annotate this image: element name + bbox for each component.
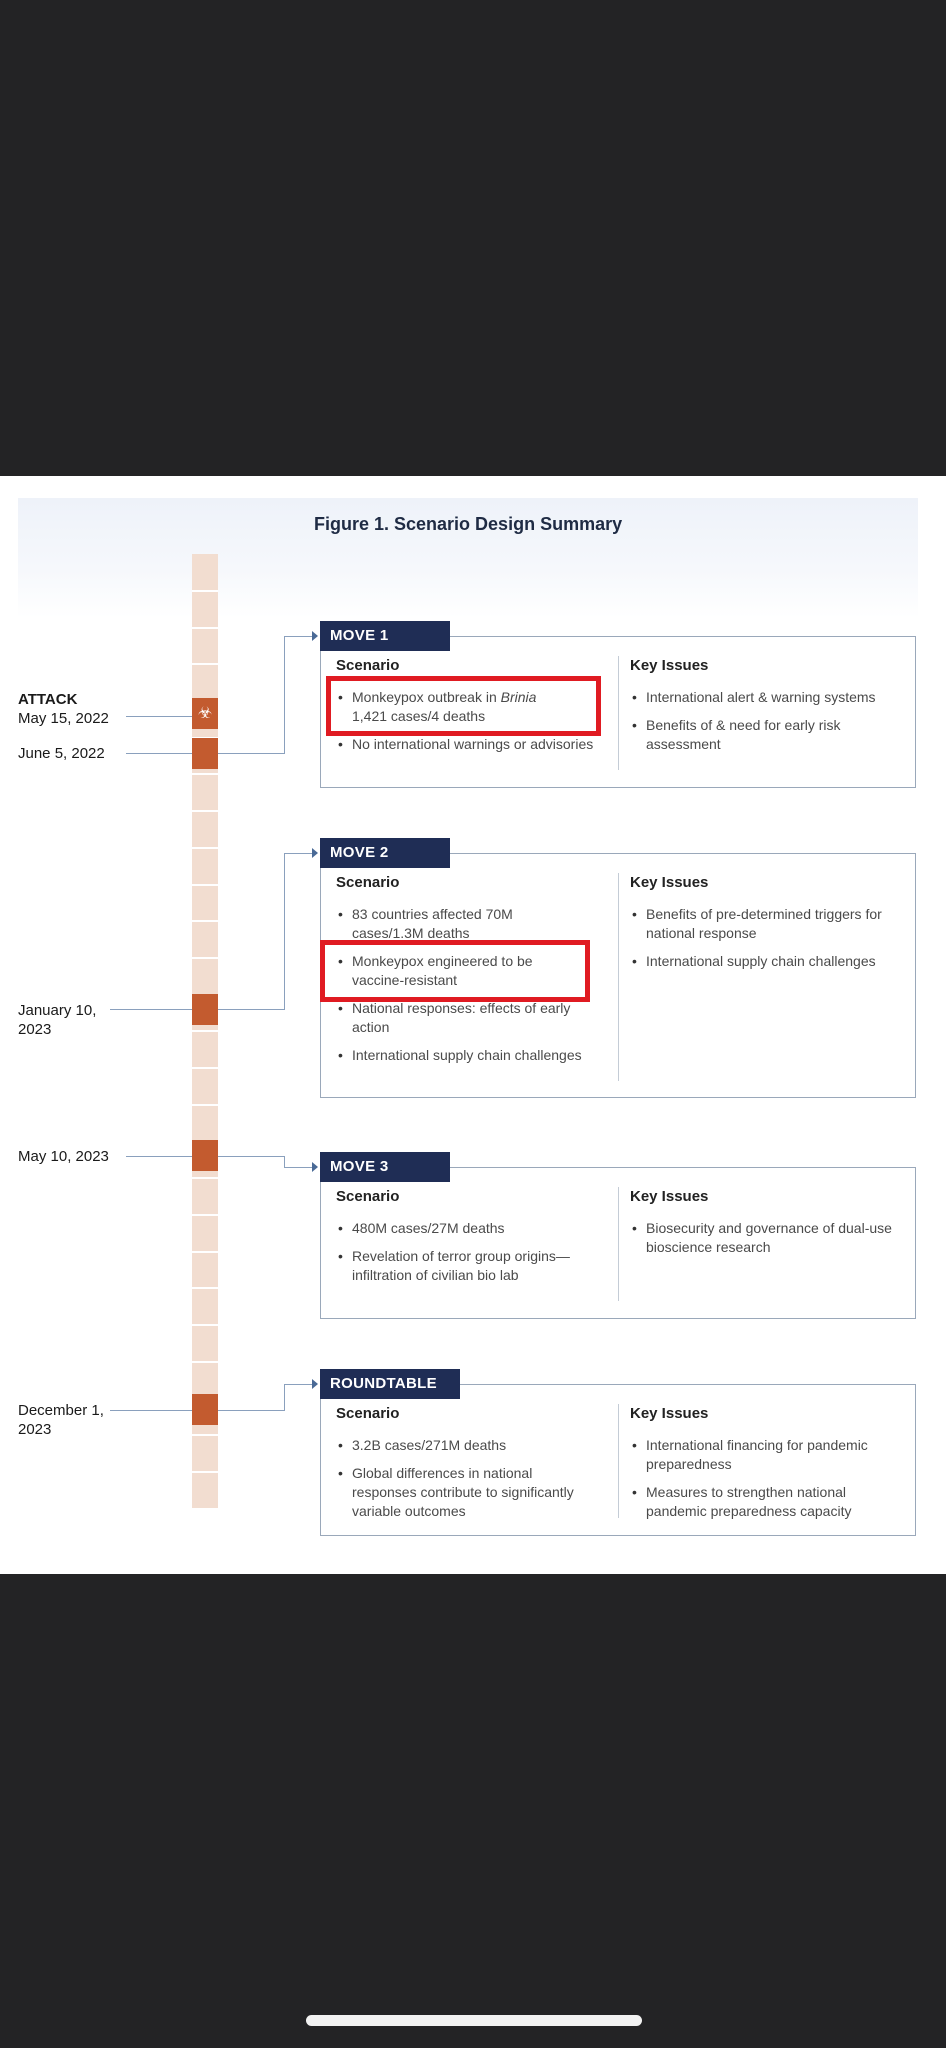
- date-dec-line2: 2023: [18, 1421, 52, 1438]
- move1-s1-text-a: Monkeypox outbreak in: [352, 689, 501, 705]
- connector-move2-h1: [218, 1009, 284, 1010]
- move2-scenario-item: • International supply chain challenges: [336, 1046, 584, 1065]
- date-dec-2023: [18, 1401, 104, 1439]
- timeline-segment-line: [192, 1214, 218, 1216]
- move1-scenario-item: • No international warnings or advisories: [336, 735, 596, 754]
- timeline-segment-line: [192, 1361, 218, 1363]
- highlight-box-engineered: [320, 940, 590, 1002]
- timeline-segment-line: [192, 590, 218, 592]
- timeline-segment-line: [192, 847, 218, 849]
- move2-tag: MOVE 2: [320, 838, 450, 868]
- connector-roundtable-v: [284, 1384, 285, 1411]
- move1-divider: [618, 656, 619, 770]
- connector-move1-h2: [284, 636, 314, 637]
- timeline-segment-line: [192, 1251, 218, 1253]
- timeline-segment-line: [192, 663, 218, 665]
- roundtable-key-list: [630, 1436, 902, 1530]
- date-jan-2023: [18, 1001, 96, 1039]
- move2-scenario-head: Scenario: [336, 874, 400, 891]
- timeline-marker-june-2022: [192, 738, 218, 769]
- move3-scenario-item: • Revelation of terror group origins—infiltration of civilian bio lab: [336, 1247, 576, 1285]
- connector-move3-h1: [218, 1156, 284, 1157]
- timeline-segment-line: [192, 884, 218, 886]
- move3-divider: [618, 1187, 619, 1301]
- connector-move3-h2: [284, 1167, 314, 1168]
- biohazard-icon: ☣: [197, 705, 213, 722]
- timeline-segment-line: [192, 810, 218, 812]
- attack-label: ATTACK: [18, 691, 78, 708]
- timeline-segment-line: [192, 1287, 218, 1289]
- date-dec-line1: December 1,: [18, 1402, 104, 1419]
- leader-attack: [126, 716, 192, 717]
- move3-tag: MOVE 3: [320, 1152, 450, 1182]
- leader-jan-2023: [110, 1009, 192, 1010]
- connector-move2-h2: [284, 853, 314, 854]
- move3-key-head: Key Issues: [630, 1188, 709, 1205]
- move2-scenario-item: • Monkeypox engineered to be vaccine-resistant: [336, 952, 584, 990]
- timeline-segment-line: [192, 773, 218, 775]
- roundtable-scenario-list: [336, 1436, 596, 1530]
- move2-key-item: • International supply chain challenges: [630, 952, 892, 971]
- figure-title: Figure 1. Scenario Design Summary: [314, 514, 623, 534]
- roundtable-scenario-item: • 3.2B cases/271M deaths: [336, 1436, 596, 1455]
- date-attack: [18, 690, 109, 728]
- arrow-move3: [312, 1162, 318, 1172]
- arrow-move2: [312, 848, 318, 858]
- timeline-segment-line: [192, 1104, 218, 1106]
- date-june-2022: June 5, 2022: [18, 745, 105, 762]
- move2-scenario-item: • National responses: effects of early action: [336, 999, 584, 1037]
- move1-s1-line2: 1,421 cases/4 deaths: [352, 708, 486, 724]
- timeline-segment-line: [192, 1067, 218, 1069]
- arrow-roundtable: [312, 1379, 318, 1389]
- move3-scenario-list: [336, 1219, 576, 1294]
- move1-key-item: • International alert & warning systems: [630, 688, 892, 707]
- timeline-segment-line: [192, 957, 218, 959]
- move1-tag: MOVE 1: [320, 621, 450, 651]
- arrow-move1: [312, 631, 318, 641]
- connector-move1-h1: [218, 753, 284, 754]
- move1-s1-text-b: Brinia: [500, 689, 537, 705]
- timeline-marker-dec-2023: [192, 1394, 218, 1425]
- roundtable-scenario-item: • Global differences in national responses contribute to significantly variable outcomes: [336, 1464, 596, 1521]
- timeline-segment-line: [192, 1471, 218, 1473]
- timeline-segment-line: [192, 627, 218, 629]
- move2-key-head: Key Issues: [630, 874, 709, 891]
- timeline-segment-line: [192, 920, 218, 922]
- leader-may-2023: [126, 1156, 192, 1157]
- roundtable-divider: [618, 1404, 619, 1518]
- top-dark-band: [0, 0, 946, 476]
- move2-divider: [618, 873, 619, 1081]
- roundtable-key-item: • Measures to strengthen national pandemic preparedness capacity: [630, 1483, 902, 1521]
- move3-scenario-head: Scenario: [336, 1188, 400, 1205]
- roundtable-key-item: • International financing for pandemic preparedness: [630, 1436, 902, 1474]
- move2-scenario-item: • 83 countries affected 70M cases/1.3M deaths: [336, 905, 584, 943]
- timeline-segment-line: [192, 1434, 218, 1436]
- move3-key-list: [630, 1219, 892, 1266]
- timeline-segment-line: [192, 1177, 218, 1179]
- connector-roundtable-h1: [218, 1410, 284, 1411]
- date-may-2023: May 10, 2023: [18, 1148, 109, 1165]
- connector-move2-v: [284, 853, 285, 1010]
- move1-key-item: • Benefits of & need for early risk assessment: [630, 716, 892, 754]
- timeline-marker-attack: [192, 698, 218, 729]
- move2-key-list: [630, 905, 892, 980]
- roundtable-scenario-head: Scenario: [336, 1405, 400, 1422]
- timeline-segment-line: [192, 1508, 218, 1510]
- leader-june-2022: [126, 753, 192, 754]
- move3-scenario-item: • 480M cases/27M deaths: [336, 1219, 576, 1238]
- move3-key-item: • Biosecurity and governance of dual-use bioscience research: [630, 1219, 892, 1257]
- connector-move1-v: [284, 636, 285, 754]
- date-jan-line1: January 10,: [18, 1002, 97, 1019]
- leader-dec-2023: [110, 1410, 192, 1411]
- move1-key-head: Key Issues: [630, 657, 709, 674]
- home-indicator[interactable]: [306, 2015, 642, 2026]
- move1-key-list: [630, 688, 892, 763]
- document-image: [0, 476, 946, 1574]
- date-jan-line2: 2023: [18, 1021, 52, 1038]
- connector-roundtable-h2: [284, 1384, 314, 1385]
- timeline-segment-line: [192, 1030, 218, 1032]
- attack-date: May 15, 2022: [18, 710, 109, 727]
- move2-key-item: • Benefits of pre-determined triggers for national response: [630, 905, 892, 943]
- timeline-marker-jan-2023: [192, 994, 218, 1025]
- timeline-marker-may-2023: [192, 1140, 218, 1171]
- move1-scenario-head: Scenario: [336, 657, 400, 674]
- roundtable-tag: ROUNDTABLE: [320, 1369, 460, 1399]
- highlight-box-outbreak: [326, 676, 601, 736]
- bottom-dark-band: [0, 1574, 946, 2048]
- timeline-segment-line: [192, 1324, 218, 1326]
- roundtable-key-head: Key Issues: [630, 1405, 709, 1422]
